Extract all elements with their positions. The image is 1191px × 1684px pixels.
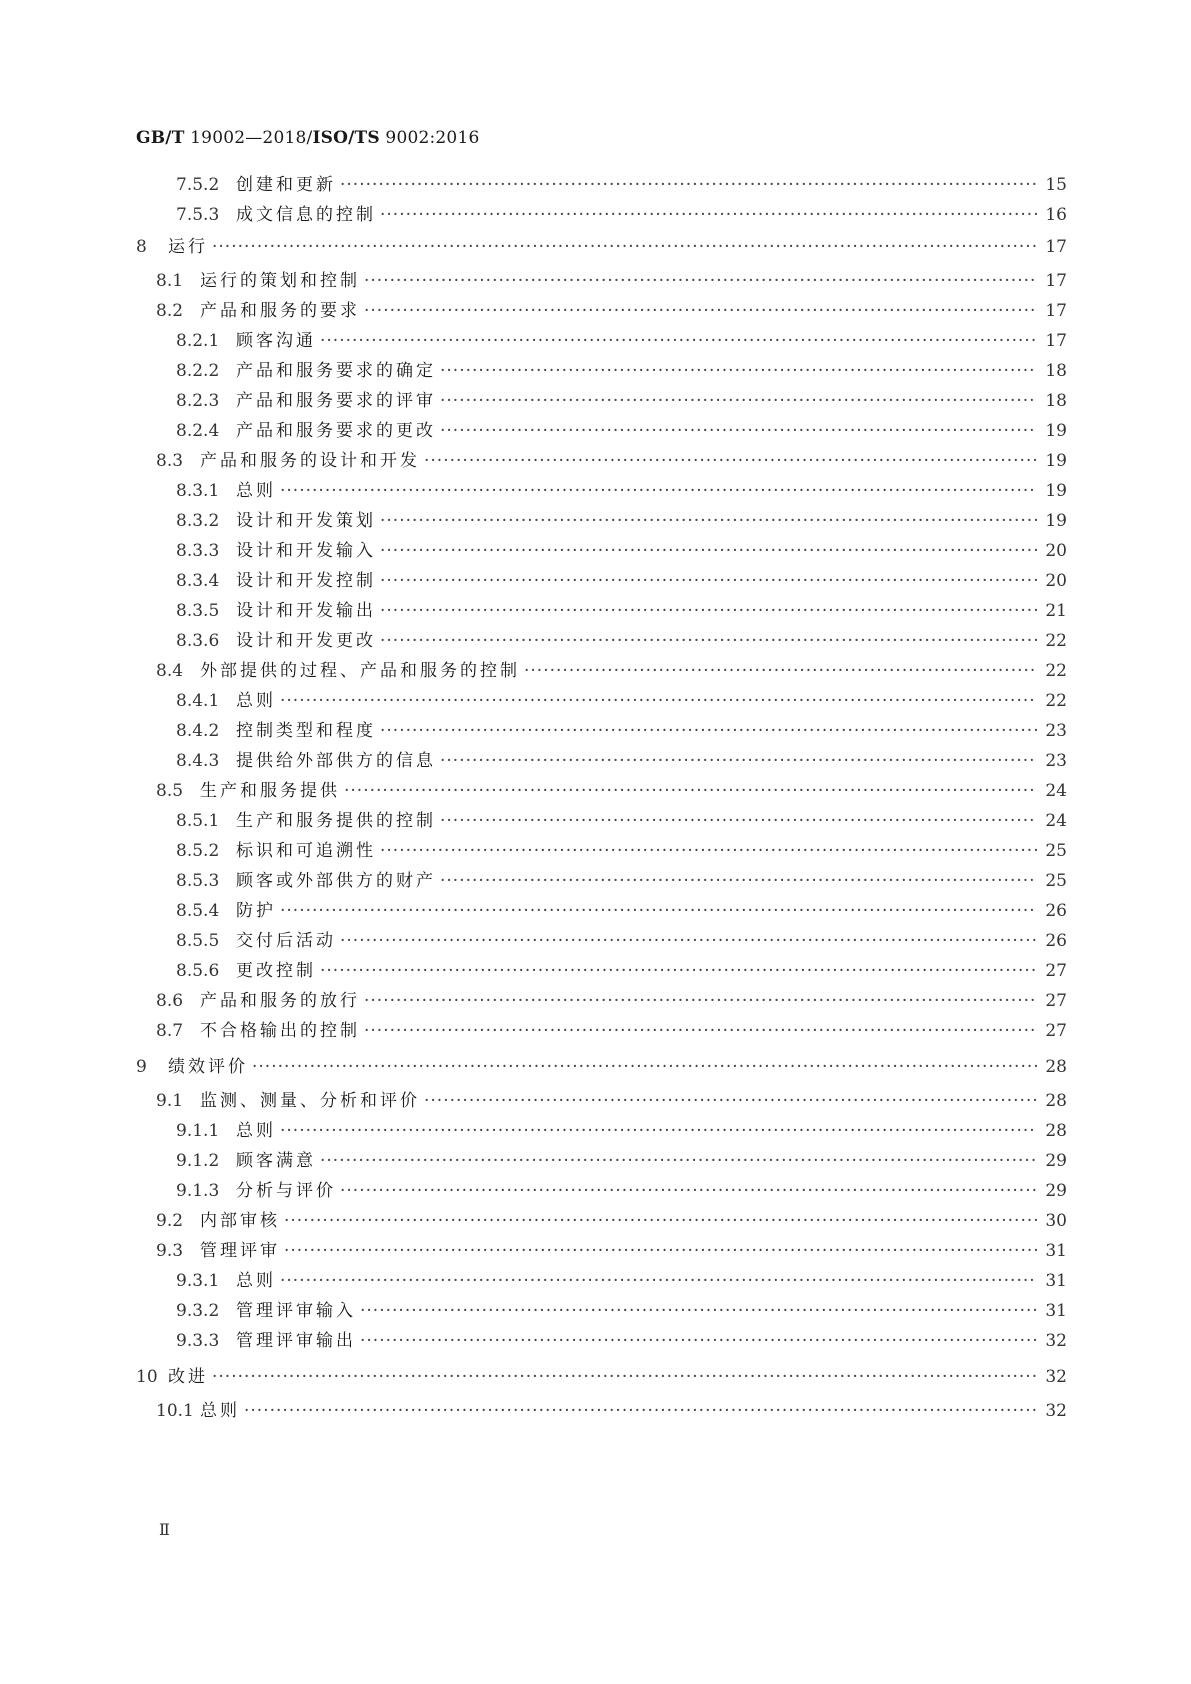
dot-leader (380, 841, 1037, 861)
toc-section-number: 8.2.2 (176, 361, 220, 381)
dot-leader (424, 1091, 1037, 1111)
dot-leader (380, 511, 1037, 531)
toc-section-number: 8.7 (156, 1021, 184, 1041)
toc-section-title: 总则 (200, 1401, 240, 1421)
toc-section-number: 9.1.1 (176, 1121, 220, 1141)
toc-page-number: 29 (1045, 1151, 1067, 1171)
toc-page-number: 28 (1045, 1091, 1067, 1111)
iso-part: ISO/TS (312, 128, 380, 148)
toc-section-title: 交付后活动 (236, 931, 336, 951)
dot-leader (440, 751, 1037, 771)
toc-section-title: 总则 (236, 1271, 276, 1291)
toc-section-number: 8.1 (156, 271, 184, 291)
toc-entry[interactable] (176, 1296, 1067, 1320)
toc-section-title: 生产和服务提供的控制 (236, 811, 436, 831)
dot-leader (244, 1401, 1037, 1421)
toc-section-title: 顾客沟通 (236, 331, 316, 351)
toc-section-title: 顾客满意 (236, 1151, 316, 1171)
toc-section-number: 9.3 (156, 1241, 184, 1261)
iso-number: 9002:2016 (385, 128, 480, 148)
toc-section-title: 设计和开发输入 (236, 541, 376, 561)
toc-section-number: 9.2 (156, 1211, 184, 1231)
toc-entry[interactable] (176, 566, 1067, 590)
toc-section-title: 产品和服务要求的更改 (236, 421, 436, 441)
dot-leader (380, 205, 1037, 225)
toc-page-number: 19 (1045, 511, 1067, 531)
toc-section-title: 提供给外部供方的信息 (236, 751, 436, 771)
toc-entry[interactable] (156, 296, 1067, 320)
dot-leader (380, 721, 1037, 741)
dot-leader (284, 1211, 1037, 1231)
toc-entry[interactable] (156, 1236, 1067, 1260)
toc-section-title: 不合格输出的控制 (200, 1021, 360, 1041)
toc-entry[interactable] (156, 446, 1067, 470)
toc-entry[interactable] (176, 536, 1067, 560)
toc-section-title: 产品和服务要求的确定 (236, 361, 436, 381)
toc-section-title: 绩效评价 (168, 1057, 248, 1077)
toc-section-number: 8.2.1 (176, 331, 220, 351)
toc-page-number: 32 (1045, 1367, 1067, 1387)
toc-section-title: 运行的策划和控制 (200, 271, 360, 291)
standard-prefix: GB/T (136, 128, 185, 148)
toc-section-title: 顾客或外部供方的财产 (236, 871, 436, 891)
toc-page-number: 17 (1045, 271, 1067, 291)
toc-section-title: 产品和服务要求的评审 (236, 391, 436, 411)
dot-leader (380, 541, 1037, 561)
toc-page-number: 25 (1045, 841, 1067, 861)
toc-entry[interactable] (176, 1176, 1067, 1200)
toc-section-number: 8.5.6 (176, 961, 220, 981)
toc-section-title: 设计和开发策划 (236, 511, 376, 531)
dot-leader (440, 361, 1037, 381)
toc-page-number: 27 (1045, 961, 1067, 981)
toc-section-title: 外部提供的过程、产品和服务的控制 (200, 661, 520, 681)
toc-entry[interactable] (156, 1206, 1067, 1230)
dot-leader (320, 1151, 1037, 1171)
toc-page-number: 29 (1045, 1181, 1067, 1201)
toc-entry[interactable] (156, 1086, 1067, 1110)
toc-page-number: 31 (1045, 1301, 1067, 1321)
toc-entry[interactable] (176, 896, 1067, 920)
toc-entry[interactable] (156, 656, 1067, 680)
toc-section-number: 9.1.3 (176, 1181, 220, 1201)
toc-section-title: 产品和服务的放行 (200, 991, 360, 1011)
toc-page-number: 27 (1045, 1021, 1067, 1041)
dot-leader (252, 1057, 1037, 1077)
toc-entry[interactable] (156, 266, 1067, 290)
toc-page-number: 21 (1045, 601, 1067, 621)
toc-section-number: 7.5.3 (176, 205, 220, 225)
toc-page-number: 15 (1045, 175, 1067, 195)
toc-entry[interactable] (176, 476, 1067, 500)
toc-section-number: 8.5 (156, 781, 184, 801)
toc-page-number: 27 (1045, 991, 1067, 1011)
toc-section-number: 8 (136, 237, 147, 257)
toc-page-number: 20 (1045, 541, 1067, 561)
toc-section-title: 内部审核 (200, 1211, 280, 1231)
dot-leader (360, 1331, 1037, 1351)
toc-section-number: 8.3.4 (176, 571, 220, 591)
toc-page-number: 24 (1045, 811, 1067, 831)
toc-section-number: 10.1 (156, 1401, 194, 1421)
toc-section-number: 8.4.3 (176, 751, 220, 771)
dot-leader (424, 451, 1037, 471)
dot-leader (280, 901, 1037, 921)
dot-leader (440, 391, 1037, 411)
toc-entry[interactable] (176, 1266, 1067, 1290)
toc-section-number: 8.4 (156, 661, 184, 681)
toc-page-number: 19 (1045, 481, 1067, 501)
toc-section-title: 更改控制 (236, 961, 316, 981)
dot-leader (280, 1121, 1037, 1141)
toc-entry[interactable] (156, 776, 1067, 800)
toc-entry[interactable] (176, 836, 1067, 860)
toc-section-number: 8.4.2 (176, 721, 220, 741)
toc-page-number: 22 (1045, 631, 1067, 651)
dot-leader (440, 421, 1037, 441)
toc-entry[interactable] (176, 686, 1067, 710)
toc-page-number: 18 (1045, 361, 1067, 381)
toc-section-number: 9.3.1 (176, 1271, 220, 1291)
toc-entry[interactable] (176, 1326, 1067, 1350)
toc-section-number: 8.3.6 (176, 631, 220, 651)
toc-entry[interactable] (176, 866, 1067, 890)
dot-leader (340, 1181, 1037, 1201)
toc-page-number: 26 (1045, 901, 1067, 921)
toc-page-number: 17 (1045, 237, 1067, 257)
toc-section-title: 管理评审输入 (236, 1301, 356, 1321)
toc-entry[interactable] (176, 626, 1067, 650)
toc-entry[interactable] (136, 1052, 1067, 1076)
toc-page-number: 18 (1045, 391, 1067, 411)
toc-section-number: 9.1 (156, 1091, 184, 1111)
toc-entry[interactable] (136, 1362, 1067, 1386)
toc-entry[interactable] (136, 232, 1067, 256)
dot-leader (340, 931, 1037, 951)
toc-page-number: 23 (1045, 721, 1067, 741)
toc-section-number: 8.6 (156, 991, 184, 1011)
toc-page-number: 31 (1045, 1241, 1067, 1261)
toc-section-number: 9.3.2 (176, 1301, 220, 1321)
dot-leader (212, 1367, 1037, 1387)
dot-leader (380, 601, 1037, 621)
toc-section-number: 8.5.3 (176, 871, 220, 891)
toc-page-number: 32 (1045, 1331, 1067, 1351)
toc-entry[interactable] (156, 1016, 1067, 1040)
toc-section-number: 8.2.3 (176, 391, 220, 411)
toc-page-number: 28 (1045, 1121, 1067, 1141)
toc-section-title: 管理评审 (200, 1241, 280, 1261)
dot-leader (320, 961, 1037, 981)
toc-entry[interactable] (156, 1396, 1067, 1420)
toc-section-title: 生产和服务提供 (200, 781, 340, 801)
toc-entry[interactable] (176, 356, 1067, 380)
dot-leader (380, 631, 1037, 651)
toc-section-number: 8.5.4 (176, 901, 220, 921)
toc-section-title: 管理评审输出 (236, 1331, 356, 1351)
toc-entry[interactable] (176, 956, 1067, 980)
toc-section-number: 10 (136, 1367, 158, 1387)
toc-entry[interactable] (176, 746, 1067, 770)
toc-section-title: 成文信息的控制 (236, 205, 376, 225)
toc-section-title: 总则 (236, 1121, 276, 1141)
toc-section-number: 8.3.1 (176, 481, 220, 501)
toc-section-title: 控制类型和程度 (236, 721, 376, 741)
toc-section-number: 8.5.2 (176, 841, 220, 861)
toc-page-number: 28 (1045, 1057, 1067, 1077)
dot-leader (364, 1021, 1037, 1041)
toc-section-title: 创建和更新 (236, 175, 336, 195)
toc-page-number: 19 (1045, 421, 1067, 441)
toc-section-title: 防护 (236, 901, 276, 921)
toc-section-title: 分析与评价 (236, 1181, 336, 1201)
toc-section-number: 8.4.1 (176, 691, 220, 711)
dot-leader (280, 481, 1037, 501)
toc-page-number: 30 (1045, 1211, 1067, 1231)
toc-entry[interactable] (176, 1146, 1067, 1170)
toc-page-number: 23 (1045, 751, 1067, 771)
toc-page-number: 26 (1045, 931, 1067, 951)
toc-entry[interactable] (176, 326, 1067, 350)
toc-entry[interactable] (176, 1116, 1067, 1140)
toc-page-number: 25 (1045, 871, 1067, 891)
toc-section-number: 8.3.5 (176, 601, 220, 621)
toc-page-number: 17 (1045, 301, 1067, 321)
toc-section-number: 8.2.4 (176, 421, 220, 441)
toc-section-number: 7.5.2 (176, 175, 220, 195)
toc-section-number: 8.5.1 (176, 811, 220, 831)
dot-leader (440, 871, 1037, 891)
dot-leader (344, 781, 1037, 801)
toc-entry[interactable] (176, 596, 1067, 620)
dot-leader (320, 331, 1037, 351)
toc-section-number: 9 (136, 1057, 147, 1077)
toc-page-number: 20 (1045, 571, 1067, 591)
toc-section-title: 监测、测量、分析和评价 (200, 1091, 420, 1111)
toc-entry[interactable] (156, 986, 1067, 1010)
page-number: Ⅱ (159, 1520, 170, 1539)
toc-entry[interactable] (176, 416, 1067, 440)
toc-section-number: 8.2 (156, 301, 184, 321)
toc-page-number: 16 (1045, 205, 1067, 225)
toc-section-title: 设计和开发控制 (236, 571, 376, 591)
toc-section-title: 标识和可追溯性 (236, 841, 376, 861)
toc-section-title: 总则 (236, 481, 276, 501)
toc-entry[interactable] (176, 806, 1067, 830)
toc-page-number: 19 (1045, 451, 1067, 471)
dot-leader (364, 991, 1037, 1011)
dot-leader (212, 237, 1037, 257)
toc-page-number: 22 (1045, 691, 1067, 711)
toc-page-number: 17 (1045, 331, 1067, 351)
dot-leader (360, 1301, 1037, 1321)
toc-page-number: 31 (1045, 1271, 1067, 1291)
dot-leader (364, 301, 1037, 321)
toc-page-number: 24 (1045, 781, 1067, 801)
toc-section-number: 8.3.3 (176, 541, 220, 561)
toc-entry[interactable] (176, 506, 1067, 530)
toc-entry[interactable] (176, 926, 1067, 950)
dot-leader (524, 661, 1037, 681)
toc-section-number: 8.5.5 (176, 931, 220, 951)
dot-leader (364, 271, 1037, 291)
toc-section-title: 产品和服务的要求 (200, 301, 360, 321)
toc-entry[interactable] (176, 170, 1067, 194)
toc-section-title: 产品和服务的设计和开发 (200, 451, 420, 471)
toc-section-number: 8.3.2 (176, 511, 220, 531)
dot-leader (280, 1271, 1037, 1291)
toc-section-title: 运行 (168, 237, 208, 257)
standard-number: 19002—2018/ (190, 128, 313, 148)
dot-leader (340, 175, 1037, 195)
toc-section-number: 9.3.3 (176, 1331, 220, 1351)
toc-section-number: 9.1.2 (176, 1151, 220, 1171)
toc-section-title: 设计和开发输出 (236, 601, 376, 621)
toc-section-title: 设计和开发更改 (236, 631, 376, 651)
toc-page-number: 22 (1045, 661, 1067, 681)
dot-leader (284, 1241, 1037, 1261)
dot-leader (440, 811, 1037, 831)
toc-entry[interactable] (176, 716, 1067, 740)
toc-section-number: 8.3 (156, 451, 184, 471)
toc-section-title: 改进 (168, 1367, 208, 1387)
dot-leader (380, 571, 1037, 591)
toc-entry[interactable] (176, 200, 1067, 224)
toc-entry[interactable] (176, 386, 1067, 410)
toc-page-number: 32 (1045, 1401, 1067, 1421)
dot-leader (280, 691, 1037, 711)
toc-section-title: 总则 (236, 691, 276, 711)
